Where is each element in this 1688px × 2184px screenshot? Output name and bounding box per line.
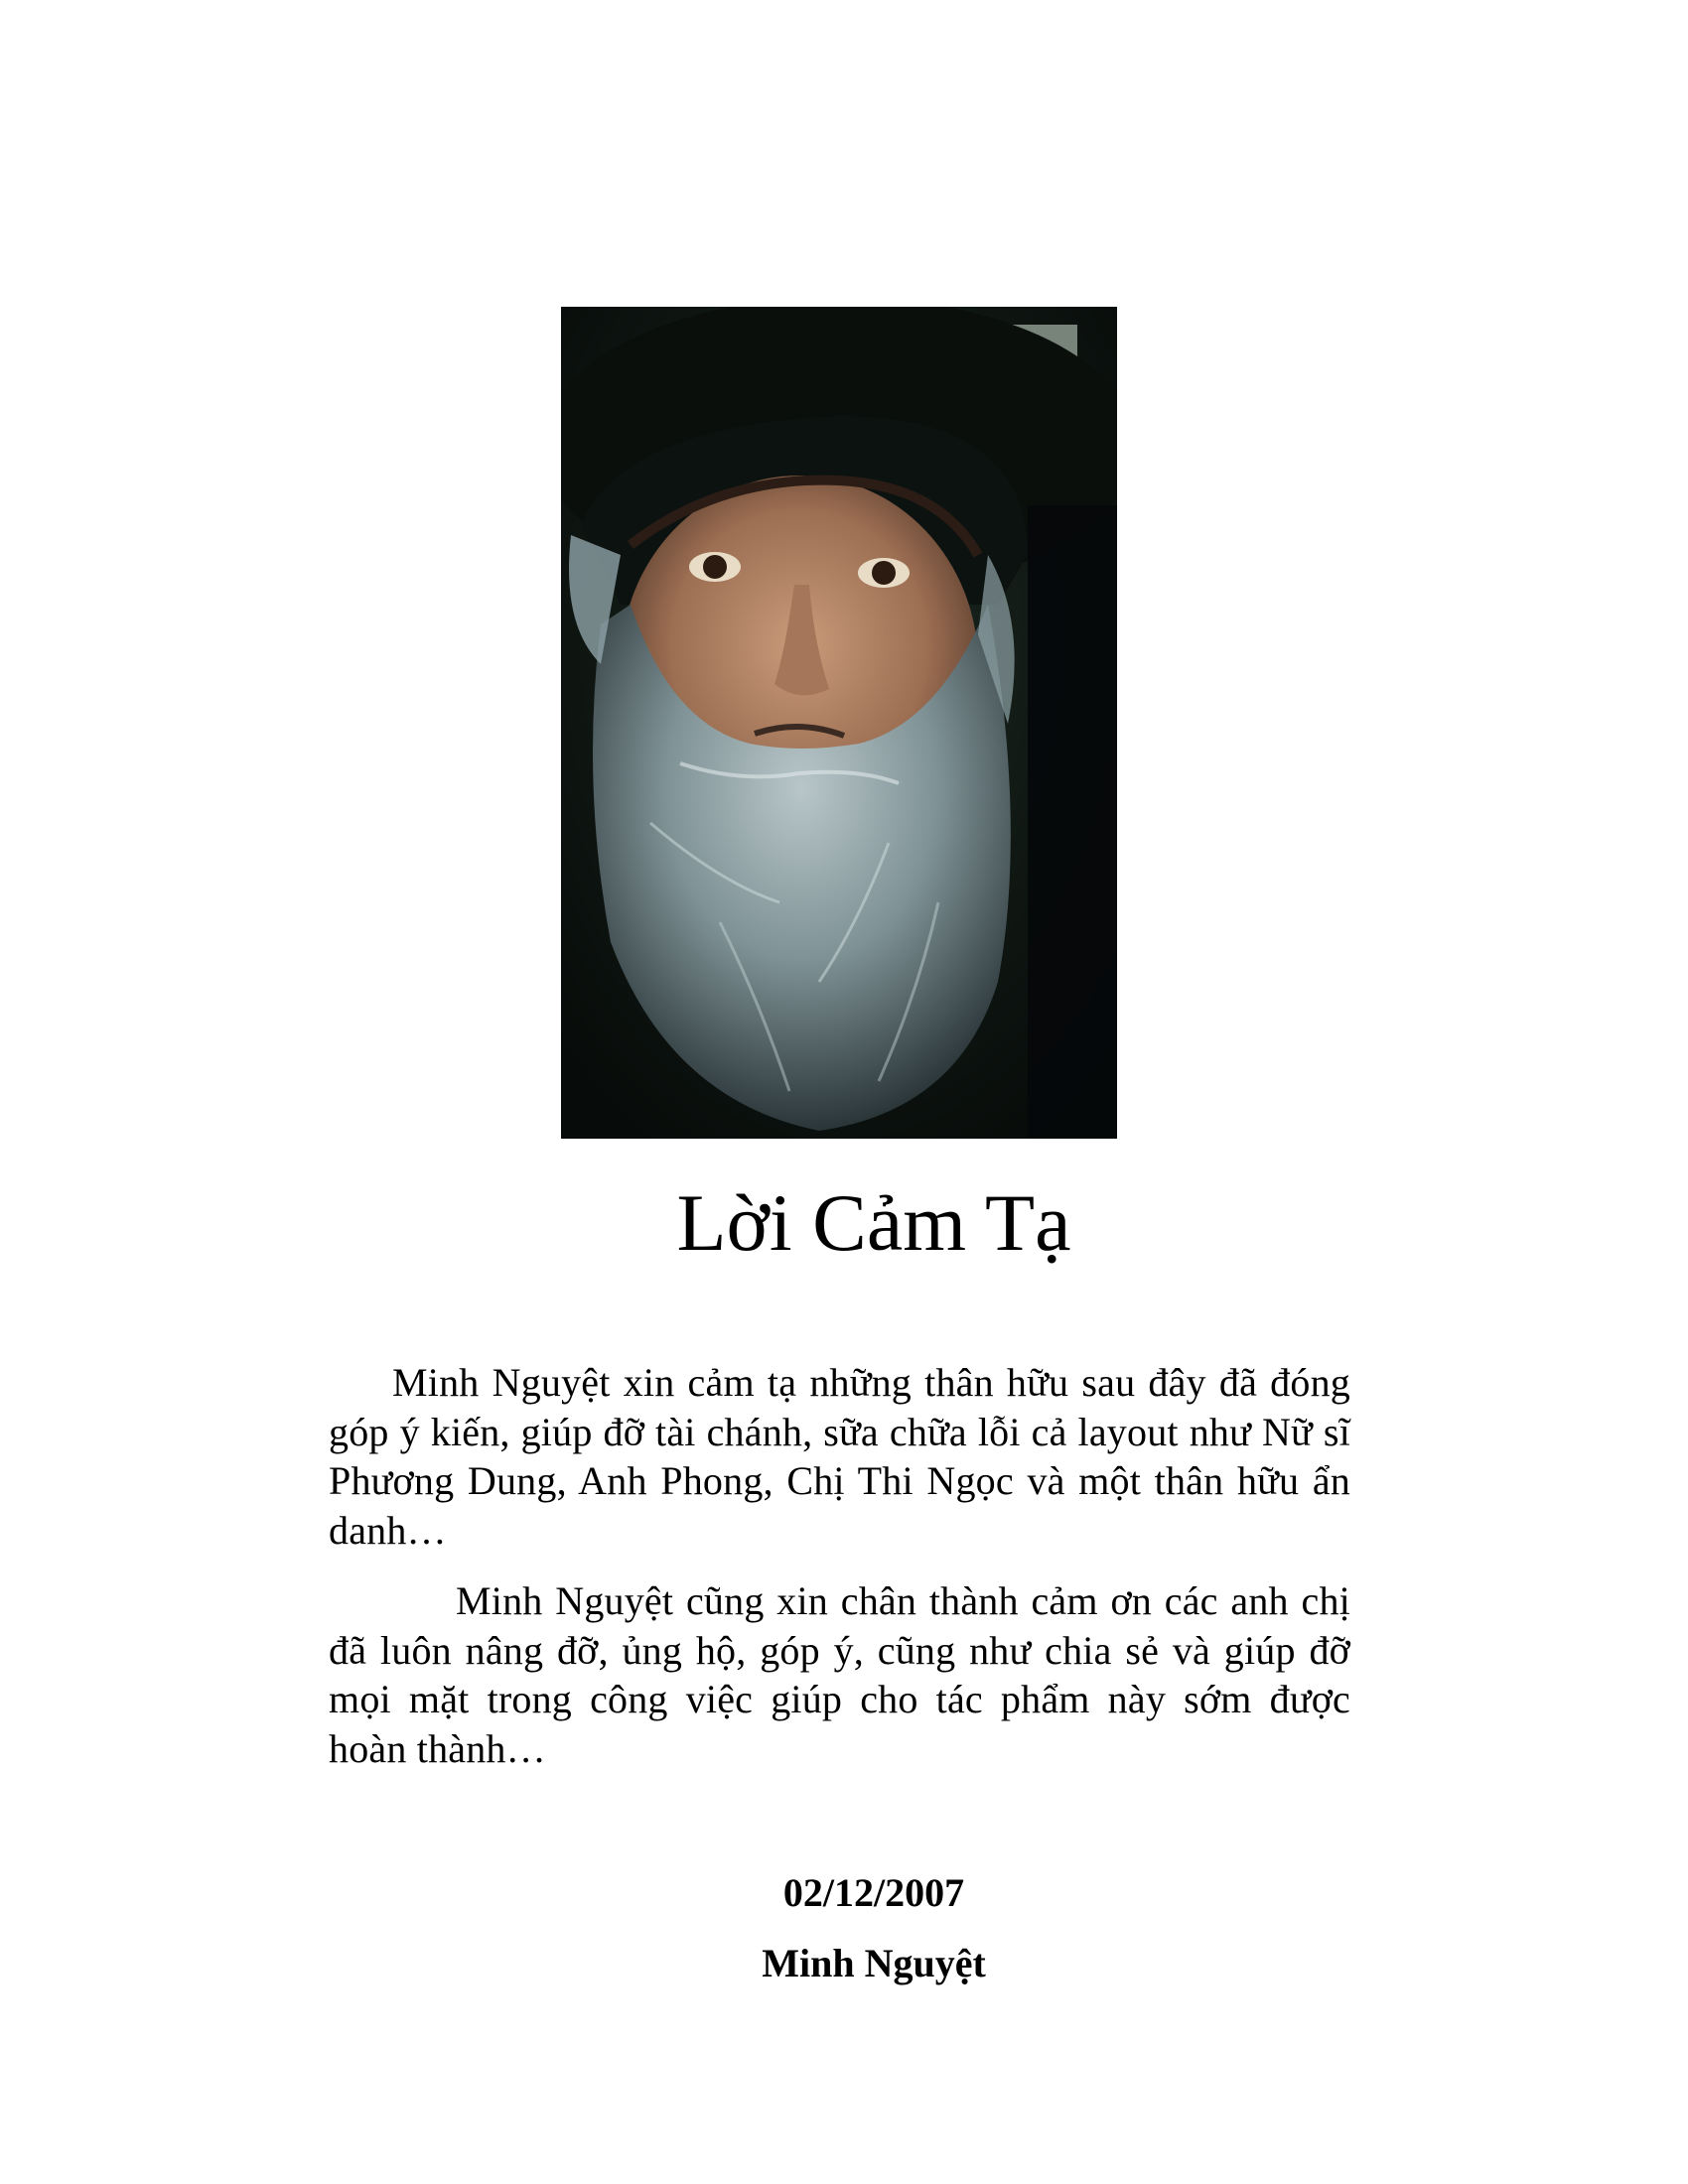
acknowledgement-text — [329, 1358, 1350, 1795]
bearded-man-portrait-icon — [561, 307, 1117, 1139]
author-signature: Minh Nguyệt — [762, 1941, 986, 1985]
paragraph: Minh Nguyệt cũng xin chân thành cảm ơn các anh chị đã luôn nâng đỡ, ủng hộ, góp ý, cũng như chia sẻ và giúp đỡ mọi mặt trong công việc giúp cho tác phẩm này sớm được hoàn thành… — [329, 1578, 1350, 1771]
portrait-photo — [561, 307, 1117, 1139]
paragraph: Minh Nguyệt xin cảm tạ những thân hữu sau đây đã đóng góp ý kiến, giúp đỡ tài chánh, sữa chữa lỗi cả layout như Nữ sĩ Phương Dung, Anh Phong, Chị Thi Ngọc và một thân hữu ẩn danh… — [329, 1360, 1350, 1553]
date: 02/12/2007 — [782, 1870, 965, 1915]
page-title: Lời Cảm Tạ — [676, 1177, 1071, 1268]
